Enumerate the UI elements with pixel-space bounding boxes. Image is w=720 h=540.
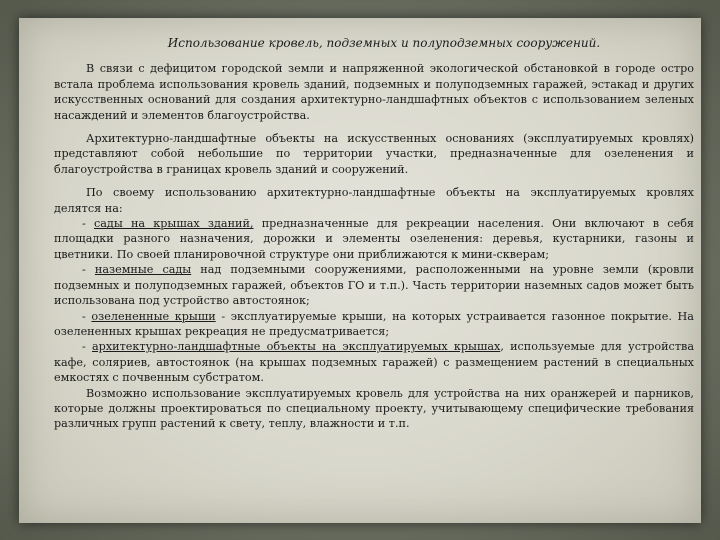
list-item-1: - сады на крышах зданий, предназначенные для рекреации населения. Они включают в себя площадки разного назначения, дорожки и элементы озеленения: деревья, кустарники, газоны и цветники. По своей планировочной структуре они приближаются к мини-скверам;	[54, 217, 694, 261]
list-item-2-term: наземные сады	[94, 263, 192, 277]
list-item-4-term: архитектурно-ландшафтные объекты на эксплуатируемых крышах	[91, 340, 501, 354]
paragraph-1: В связи с дефицитом городской земли и напряженной экологической обстановкой в городе остро встала проблема использования кровель зданий, подземных и полуподземных гаражей, эстакад и других искусственных оснований для создания архитектурно-ландшафтных объектов с использованием зеленых насаждений и элементов благоустройства.	[54, 62, 694, 122]
document-body	[54, 36, 694, 432]
paragraph-2: Архитектурно-ландшафтные объекты на искусственных основаниях (эксплуатируемых кровлях) представляют собой небольшие по территории участки, предназначенные для озеленения и благоустройства в границах кровель зданий и сооружений.	[54, 132, 694, 176]
list-item-1-term: сады на крышах зданий,	[94, 217, 254, 231]
list-item-3-text: - эксплуатируемые крыши, на которых устраивается газонное покрытие. На озелененных крышах рекреация не предусматривается;	[54, 309, 694, 338]
list-item-1-text: предназначенные для рекреации населения. Они включают в себя площадки разного назначения, дорожки и элементы озеленения: деревья, кустарники, газоны и цветники. По своей планировочной структуре они приближаются к мини-скверам;	[54, 217, 694, 261]
list-item-4-text: , используемые для устройства кафе, соляриев, автостоянок (на крышах подземных гаражей) с размещением растений в специальных емкостях с почвенным субстратом.	[54, 340, 694, 385]
list-item-2-text: над подземными сооружениями, расположенными на уровне земли (кровли подземных и полуподземных гаражей, объектов ГО и т.п.). Часть территории наземных садов может быть использована под устройство автостоянок;	[54, 263, 694, 308]
list-item-2: - наземные сады над подземными сооружениями, расположенными на уровне земли (кровли подземных и полуподземных гаражей, объектов ГО и т.п.). Часть территории наземных садов может быть использована под устройство автостоянок;	[54, 263, 694, 308]
paragraph-3: По своему использованию архитектурно-ландшафтные объекты на эксплуатируемых кровлях делятся на:	[54, 186, 694, 215]
list-item-3-term: озелененные крыши	[91, 309, 216, 323]
paragraph-4: Возможно использование эксплуатируемых кровель для устройства на них оранжерей и парников, которые должны проектироваться по специальному проекту, учитывающему специфические требования различных групп растений к свету, теплу, влажности и т.п.	[54, 386, 694, 431]
list-item-4: - архитектурно-ландшафтные объекты на эксплуатируемых крышах, используемые для устройства кафе, соляриев, автостоянок (на крышах подземных гаражей) с размещением растений в специальных емкостях с почвенным субстратом.	[54, 340, 694, 385]
paper-sheet	[19, 18, 701, 523]
list-item-3: - озелененные крыши - эксплуатируемые крыши, на которых устраивается газонное покрытие. На озелененных крышах рекреация не предусматривается;	[54, 309, 694, 338]
document-title: Использование кровель, подземных и полуподземных сооружений.	[167, 36, 601, 50]
